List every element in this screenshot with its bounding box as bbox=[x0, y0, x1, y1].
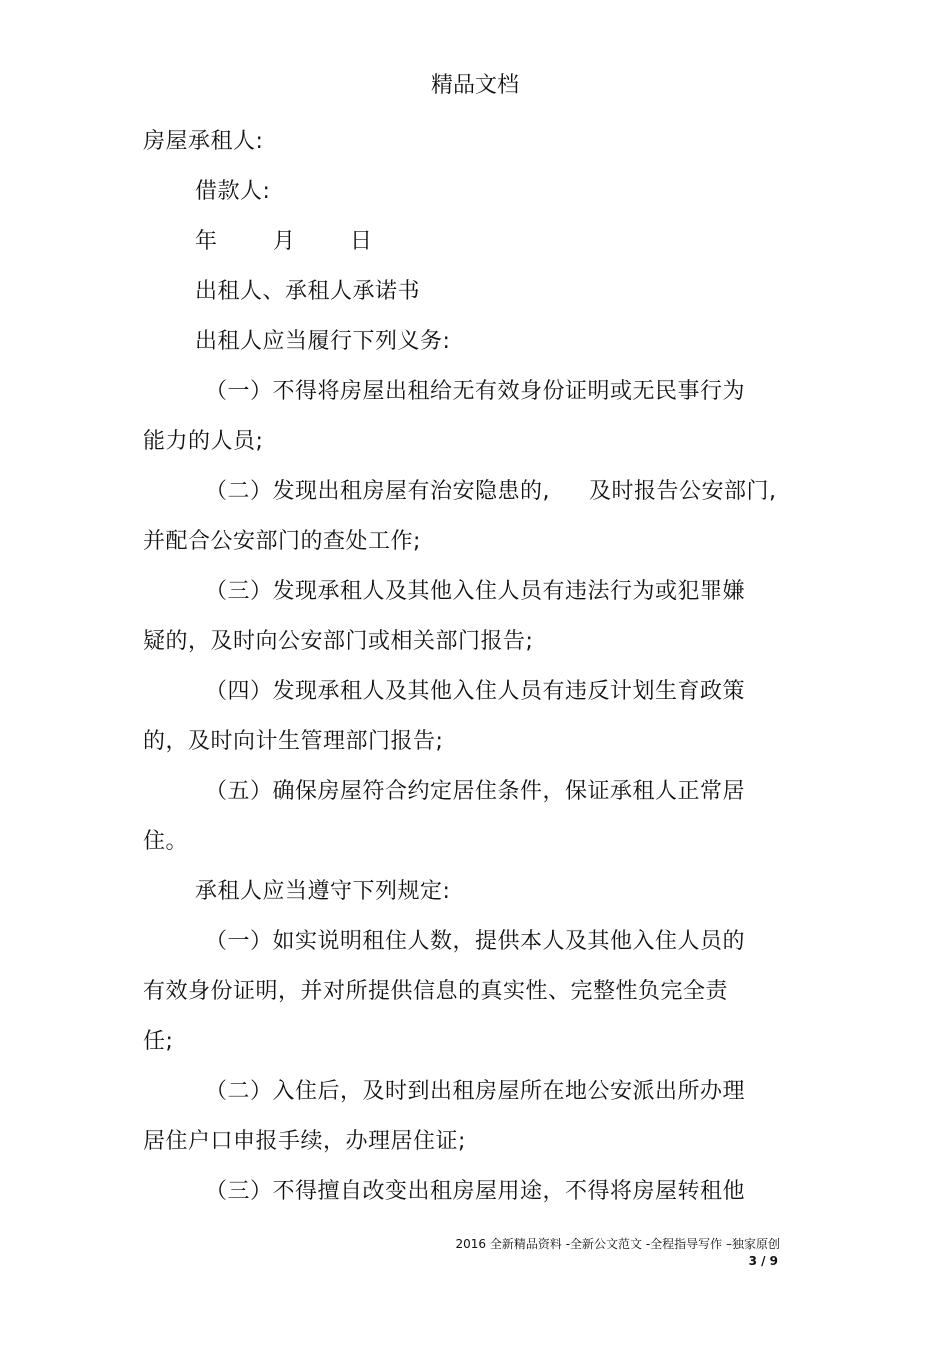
text-line: 疑的，及时向公安部门或相关部门报告; bbox=[143, 629, 534, 654]
text-line: （四）发现承租人及其他入住人员有违反计划生育政策 bbox=[205, 679, 746, 704]
text-line: 并配合公安部门的查处工作; bbox=[143, 529, 421, 554]
page-number: 3 / 9 bbox=[748, 1254, 778, 1268]
text-line: 出租人、承租人承诺书 bbox=[195, 279, 421, 304]
text-line: （一）不得将房屋出租给无有效身份证明或无民事行为 bbox=[205, 379, 746, 404]
text-line: 的，及时向计生管理部门报告; bbox=[143, 729, 444, 754]
text-line: 住。 bbox=[143, 829, 189, 854]
text-line: （三）发现承租人及其他入住人员有违法行为或犯罪嫌 bbox=[205, 579, 746, 604]
date-month: 月 bbox=[273, 229, 296, 254]
page-header: 精品文档 bbox=[430, 73, 519, 98]
text-line: （五）确保房屋符合约定居住条件，保证承租人正常居 bbox=[205, 779, 746, 804]
text-line: 能力的人员; bbox=[143, 429, 264, 454]
page-footer: 2016 全新精品资料 -全新公文范文 -全程指导写作 –独家原创 bbox=[455, 1237, 780, 1251]
date-year: 年 bbox=[195, 229, 218, 254]
text-line: （二）入住后，及时到出租房屋所在地公安派出所办理 bbox=[205, 1079, 746, 1104]
text-line: 出租人应当履行下列义务: bbox=[195, 329, 451, 354]
text-line: 有效身份证明，并对所提供信息的真实性、完整性负完全责 bbox=[143, 979, 729, 1004]
text-line: 居住户口申报手续，办理居住证; bbox=[143, 1129, 466, 1154]
text-line: （一）如实说明租住人数，提供本人及其他入住人员的 bbox=[205, 929, 746, 954]
text-line: 房屋承租人: bbox=[143, 129, 264, 154]
date-day: 日 bbox=[350, 229, 373, 254]
text-line: （三）不得擅自改变出租房屋用途，不得将房屋转租他 bbox=[205, 1179, 746, 1204]
text-line: 任; bbox=[143, 1029, 174, 1054]
text-line: 承租人应当遵守下列规定: bbox=[195, 879, 451, 904]
text-line-tail: 及时报告公安部门, bbox=[589, 479, 777, 504]
text-line: （二）发现出租房屋有治安隐患的, bbox=[205, 479, 550, 504]
text-line: 借款人: bbox=[195, 179, 271, 204]
date-line bbox=[195, 226, 395, 258]
